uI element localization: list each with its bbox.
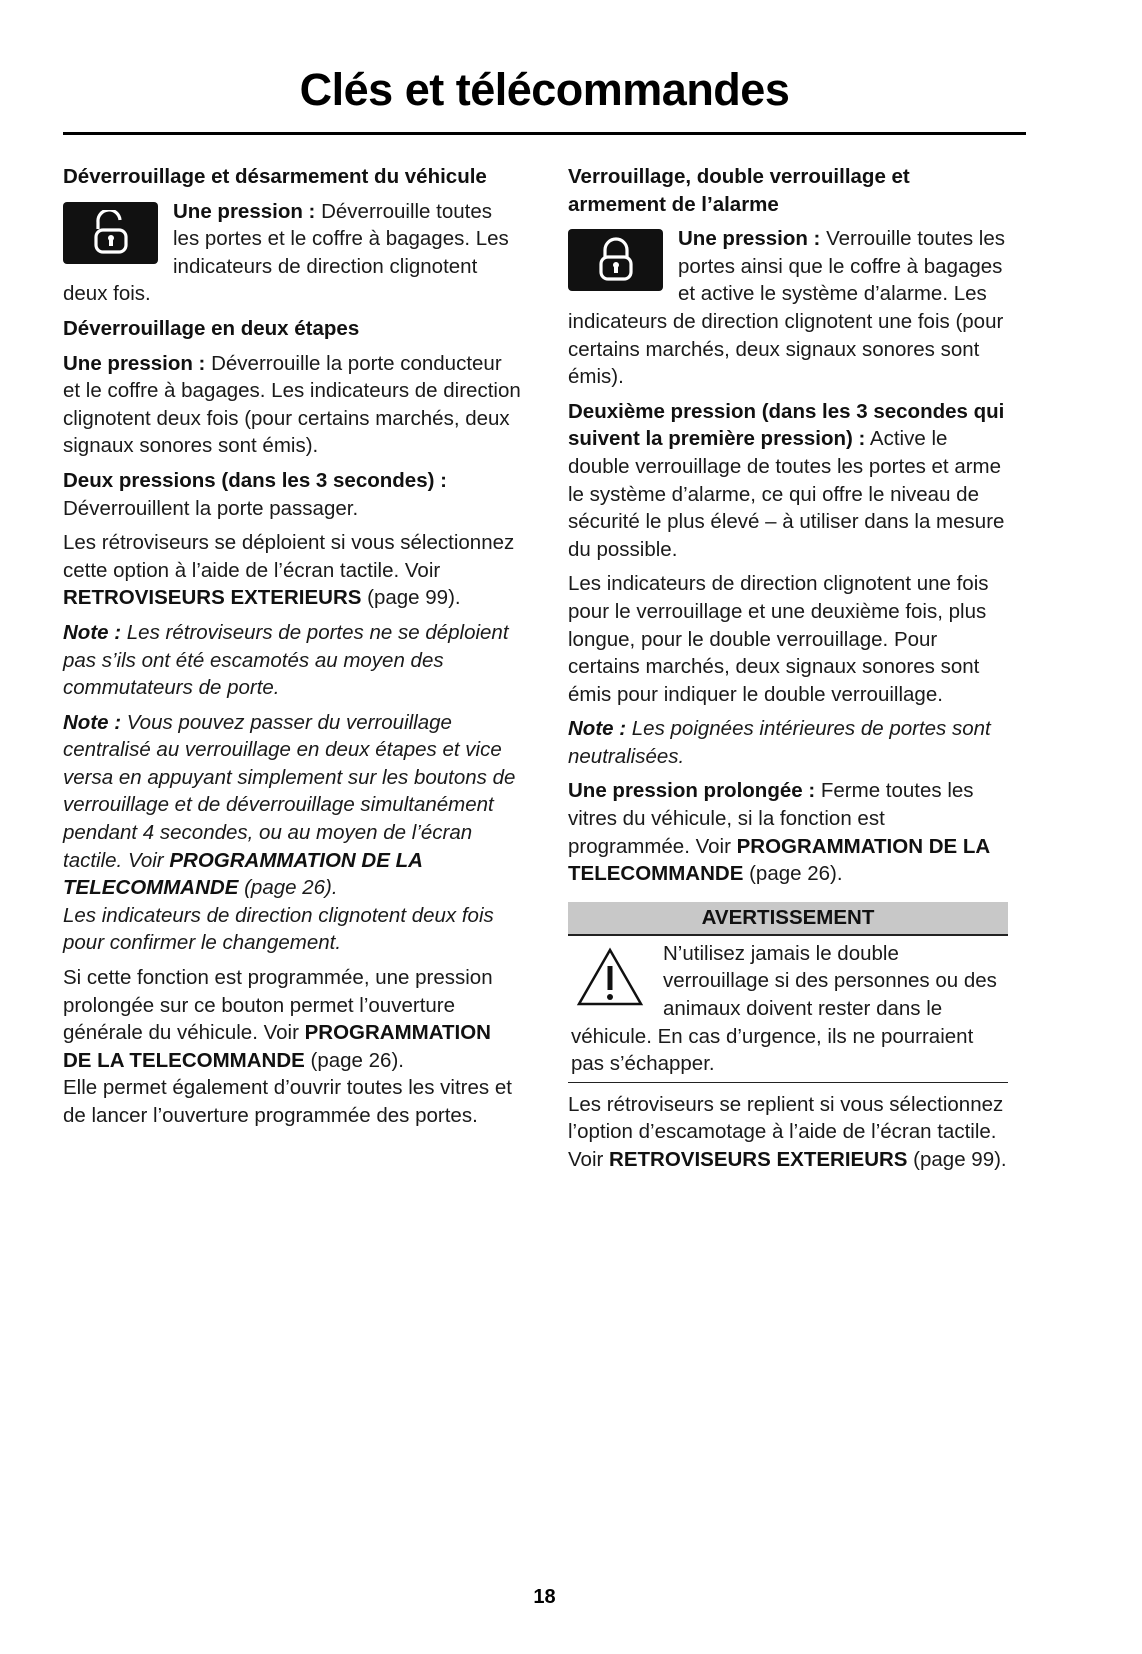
right-column — [568, 163, 1008, 1181]
programming-tail: Elle permet également d’ouvrir toutes les vitres et de lancer l’ouverture programmée des portes. — [63, 1076, 512, 1127]
long-press-page: (page 26). — [743, 862, 843, 886]
note-1-label: Note : — [63, 620, 122, 644]
note-1-text: Les rétroviseurs de portes ne se déploient pas s’ils ont été escamotés au moyen des commutateurs de porte. — [63, 620, 509, 700]
section-heading-lock: Verrouillage, double verrouillage et armement de l’alarme — [568, 165, 910, 216]
unlock-padlock-icon — [63, 202, 158, 264]
note-2-tail: Les indicateurs de direction clignotent deux fois pour confirmer le changement. — [63, 903, 494, 955]
programming-page: (page 26). — [304, 1048, 404, 1072]
page-number: 18 — [533, 1586, 556, 1608]
fold-link[interactable]: RETROVISEURS EXTERIEURS — [609, 1148, 908, 1171]
section-heading-two-step: Déverrouillage en deux étapes — [63, 316, 360, 340]
lock-press-label: Une pression : — [678, 227, 821, 251]
unlock-press-label: Une pression : — [173, 199, 316, 223]
two-press-paragraph — [63, 467, 521, 522]
note-handles — [568, 715, 1008, 770]
two-step-press-label: Une pression : — [63, 351, 206, 375]
note-2-text: Vous pouvez passer du verrouillage centralisé au verrouillage en deux étapes et vice versa en appuyant simplement sur les boutons de verrouillage et de déverrouillage simultanément pendant 4 secondes, ou au moyen de l’écran tactile. Voir — [63, 710, 516, 872]
page-title: Clés et télécommandes — [299, 64, 790, 115]
warning-body — [568, 936, 1008, 1082]
fold-text: Les rétroviseurs se replient si vous sélectionnez l’option d’escamotage à l’aide de l’écran tactile. Voir — [568, 1092, 1004, 1171]
programming-text: Si cette fonction est programmée, une pression prolongée sur ce bouton permet l’ouverture générale du véhicule. Voir — [63, 966, 493, 1045]
fold-page: (page 99). — [907, 1148, 1007, 1171]
lock-padlock-icon — [568, 229, 663, 291]
unlock-press-text: Déverrouille toutes les portes et le coffre à bagages. Les indicateurs de direction clignotent deux fois. — [63, 199, 509, 306]
mirrors-link[interactable]: RETROVISEURS EXTERIEURS — [63, 586, 362, 610]
two-press-text: Déverrouillent la porte passager. — [63, 496, 359, 520]
lock-press-text: Verrouille toutes les portes ainsi que le coffre à bagages et active le système d’alarme. Les indicateurs de direction clignotent une fois (pour certains marchés, deux signaux sonores sont émis). — [568, 227, 1005, 389]
indicators-paragraph: Les indicateurs de direction clignotent une fois pour le verrouillage et une deuxième fois, plus longue, pour le double verrouillage. Pour certains marchés, deux signaux sonores sont émis pour indiquer le double verrouillage. — [568, 572, 989, 706]
note-2-page: (page 26). — [238, 876, 338, 900]
two-step-press-text: Déverrouille la porte conducteur et le coffre à bagages. Les indicateurs de direction clignotent deux fois (pour certains marchés, deux signaux sonores sont émis). — [63, 351, 521, 458]
second-press-paragraph — [568, 398, 1008, 564]
note-2 — [63, 709, 521, 957]
mirrors-paragraph — [63, 529, 521, 612]
long-press-paragraph — [568, 777, 1008, 887]
warning-text: N’utilisez jamais le double verrouillage si des personnes ou des animaux doivent rester dans le véhicule. En cas d’urgence, ils ne pourraient pas s’échapper. — [571, 941, 997, 1076]
programming-link[interactable]: PROGRAMMATION DE LA TELECOMMANDE — [63, 1021, 491, 1072]
note-1 — [63, 619, 521, 702]
two-step-paragraph — [63, 350, 521, 460]
unlock-paragraph — [63, 198, 521, 308]
lock-paragraph — [568, 225, 1008, 391]
long-press-label: Une pression prolongée : — [568, 779, 816, 803]
warning-box — [568, 902, 1008, 1083]
note-handles-label: Note : — [568, 717, 627, 741]
warning-title: AVERTISSEMENT — [568, 902, 1008, 936]
title-rule — [63, 132, 1026, 135]
long-press-link[interactable]: PROGRAMMATION DE LA TELECOMMANDE — [568, 834, 990, 886]
programming-paragraph — [63, 964, 521, 1130]
warning-triangle-icon — [575, 946, 645, 1008]
two-press-label: Deux pressions (dans les 3 secondes) : — [63, 468, 447, 492]
note-2-label: Note : — [63, 710, 122, 734]
fold-paragraph — [568, 1091, 1008, 1174]
mirrors-text: Les rétroviseurs se déploient si vous sélectionnez cette option à l’aide de l’écran tactile. Voir — [63, 531, 515, 582]
note-handles-text: Les poignées intérieures de portes sont neutralisées. — [568, 717, 991, 768]
second-press-text: Active le double verrouillage de toutes les portes et arme le système d’alarme, ce qui offre le niveau de sécurité le plus élevé – à utiliser dans la mesure du possible. — [568, 427, 1005, 561]
left-column — [63, 163, 521, 1137]
section-heading-unlock: Déverrouillage et désarmement du véhicule — [63, 165, 487, 188]
note-2-link[interactable]: PROGRAMMATION DE LA TELECOMMANDE — [63, 848, 423, 900]
long-press-text: Ferme toutes les vitres du véhicule, si la fonction est programmée. Voir — [568, 779, 974, 858]
second-press-label: Deuxième pression (dans les 3 secondes qui suivent la première pression) : — [568, 399, 1005, 451]
mirrors-page: (page 99). — [361, 586, 461, 610]
